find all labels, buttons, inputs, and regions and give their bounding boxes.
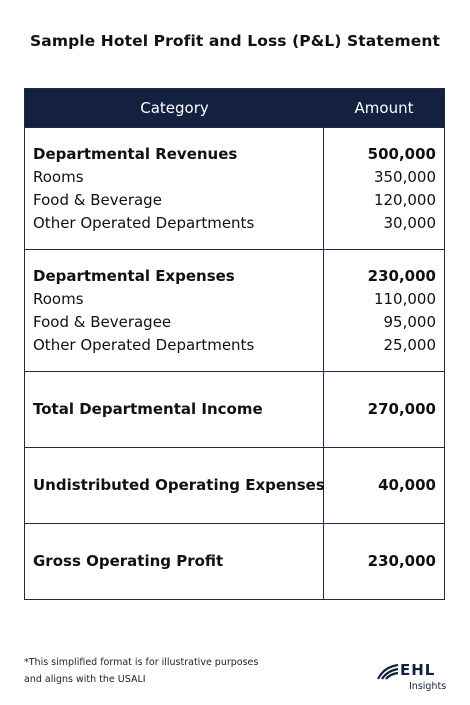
expense-item-label: Rooms [33, 290, 84, 308]
gop-value: 230,000 [367, 552, 436, 570]
expenses-row [25, 249, 444, 371]
revenue-item-value: 350,000 [373, 168, 436, 186]
expenses-total: 230,000 [367, 267, 436, 285]
undistributed-label: Undistributed Operating Expenses [33, 476, 325, 494]
revenue-item-label: Rooms [33, 168, 84, 186]
footnote-line: *This simplified format is for illustrative purposes [24, 657, 259, 668]
total-income-row [25, 371, 444, 447]
expense-item-value: 25,000 [383, 336, 436, 354]
undistributed-value: 40,000 [378, 476, 436, 494]
expense-item-label: Food & Beveragee [33, 313, 172, 331]
undistributed-row [25, 447, 444, 523]
revenues-label: Departmental Revenues [33, 145, 238, 163]
header-amount: Amount [354, 99, 414, 117]
total-income-value: 270,000 [367, 400, 436, 418]
footnote [24, 654, 304, 688]
table-header [25, 89, 444, 127]
page-title: Sample Hotel Profit and Loss (P&L) Statement [30, 32, 440, 50]
ehl-logo [376, 661, 456, 695]
expenses-label: Departmental Expenses [33, 267, 235, 285]
ehl-swoosh-icon [376, 663, 400, 681]
gop-label: Gross Operating Profit [33, 552, 224, 570]
total-income-label: Total Departmental Income [33, 400, 263, 418]
logo-subtitle: Insights [409, 681, 447, 692]
pl-table [24, 88, 445, 600]
footnote-line: and aligns with the USALI [24, 674, 146, 685]
expense-item-value: 110,000 [373, 290, 436, 308]
gop-row [25, 523, 444, 599]
revenue-item-value: 30,000 [383, 214, 436, 232]
revenue-item-label: Food & Beverage [33, 191, 162, 209]
revenue-item-value: 120,000 [373, 191, 436, 209]
expense-item-value: 95,000 [383, 313, 436, 331]
revenues-total: 500,000 [367, 145, 436, 163]
header-category: Category [140, 99, 209, 117]
expense-item-label: Other Operated Departments [33, 336, 255, 354]
logo-name: EHL [400, 661, 436, 679]
revenues-row [25, 127, 444, 249]
revenue-item-label: Other Operated Departments [33, 214, 255, 232]
